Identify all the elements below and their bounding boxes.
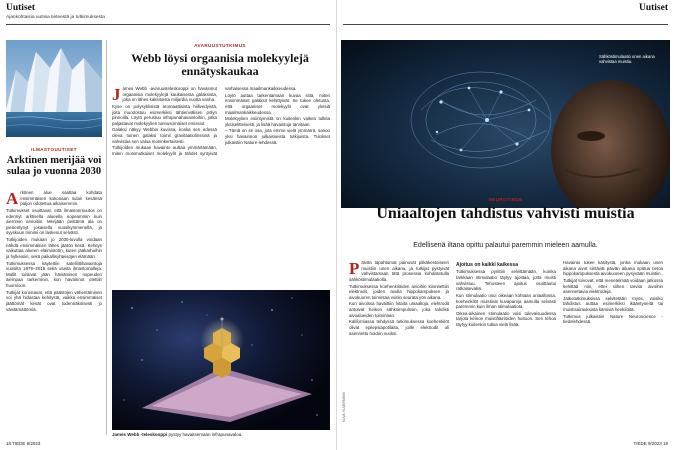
arctic-kicker: ILMASTOUUTISET: [31, 147, 77, 152]
webb-kicker: AVARUUSTUTKIMUS: [194, 43, 246, 48]
right-page: [337, 0, 674, 450]
neuro-paragraph: Tutkimuksessa pyrittiin selvittämään, kuinka tarkkaan stimulaatio täytyy ajoittaa, jotta muisti vahvistuu. Tehosteen ajoitus osoittautui ratkaisevaksi.: [456, 269, 556, 292]
column-divider: [106, 40, 107, 435]
caption-bold: James Webb -teleskooppi: [112, 432, 168, 437]
webb-paragraph: Galaksi näkyy Webbin kuvissa, koska sen edessä oleva toinen galaksi toimii gravitaatiolinssinä ja vahvistaa sen valoa moninkertaisesti.: [112, 127, 217, 144]
arctic-headline: Arktinen merijää voi sulaa jo vuonna 2030: [6, 155, 102, 178]
neuro-kicker: NEUROTIEDE: [488, 197, 523, 202]
webb-headline: Webb löysi orgaanisia molekyylejä ennätyskaukaa: [131, 51, 309, 78]
neuro-paragraph: Kun stimulaatio osui oikeaan kohtaan uniaallossa, koehenkilöt muistivat kuvapareja aamulla selvästi paremmin kuin ilman stimulaatiota.: [456, 292, 556, 310]
neuro-lead: Edellisenä iltana opittu palautui paremmin mieleen aamulla.: [413, 242, 598, 249]
header-rule: [6, 24, 330, 25]
neuro-paragraph: äivän tapahtumat painuvat pitkäkestoiseen muistiin unen aikana, ja tutkijat pystyivät vahvistamaan tätä prosessia kohdistetulla sähköstimulaatiolla.: [349, 260, 449, 282]
arctic-paragraph: Tutkijat korostavat, että päästöjen vähentäminen voi yhä hidastaa kehitystä, vaikka ensimmäiset jäättömät kesät ovat todennäköisesti jo väistämättömiä.: [6, 289, 102, 312]
photo-caption: Sähköstimulaatio unen aikana vahvistaa muistia.: [599, 54, 655, 65]
arctic-paragraph: rktinen alue saattaa kohdata ensimmäisen kokonaan sulan kesänsä paljon odotettua aikaisemmin.: [20, 190, 102, 207]
page-folio: TIEDE 9/2023 19: [633, 441, 668, 446]
arctic-paragraph: Tutkijoiden mukaan jo 2030-luvulla voidaan nähdä ensimmäinen lähes jäätön kesä. Kehitys vaikuttaa alueen eläimistöön, kuten jääkarhuihin ja hylkeisiin, sekä paikallisyhteisöjen elämään.: [6, 237, 102, 259]
webb-paragraph: Tutkijoiden mukaan havainto auttaa ymmärtämään, miten monimutkaiset molekyylit ja tähdet syntyivät varhaisessa maailmankaikkeudessa.: [112, 86, 297, 156]
caption-text: pystyy havaitsemaan infrapunavaloa.: [167, 432, 243, 437]
neuro-paragraph: Oikea-aikainen stimulaatio voisi tulevaisuudessa tarjota keinon muistihäiriöiden hoitoon. Sen tehoa täytyy kuitenkin tutkia vielä lisää.: [456, 310, 556, 328]
neuro-col1: [349, 260, 449, 436]
photo-credit: KUVA: KUVAPANKKI: [342, 391, 346, 422]
webb-paragraph: ames Webb -avaruusteleskooppi on havainnut orgaanisia molekyylejä kaukaisesta galaksista, joka on lähes kaksitoista miljardia vuotta vanha.: [122, 86, 217, 103]
webb-paragraph: – Tämä on se osa, jota emme vielä ymmärrä, sanoo yksi havainnon julkaisseista tutkijoista. Tulokset julkaistiin Nature-lehdessä.: [225, 128, 330, 145]
neuro-subhead: Ajoitus on kaikki kaikessa: [456, 262, 518, 268]
neuro-paragraph: Tutkimus julkaistiin Nature Neuroscience -tiedelehdessä.: [563, 313, 663, 325]
webb-image-caption: [112, 432, 330, 437]
neuro-col3: [563, 260, 663, 436]
section-subtitle: Ajankohtaisia uutisia tieteestä ja tutkimuksesta: [6, 15, 105, 20]
arctic-iceberg-image: [6, 40, 102, 137]
arctic-paragraph: Tutkimuksessa käytettiin satelliittihavaintoja vuosilta 1979–2019 sekä useita ilmastomalleja. Mallit toistivat jään häviämisen nopeuden aiempaa tarkemmin, kun havainnot otettiin huomioon.: [6, 260, 102, 288]
arctic-dropcap: A: [6, 190, 19, 208]
neuro-col2: [456, 260, 556, 436]
neuro-paragraph: Tutkimuksessa koehenkilöiden aivoihin kiinnitettiin elektrodit, joiden avulla hippokampuksen ja aivokuoren toimintaa voitiin seurata yön aikana.: [349, 283, 449, 300]
neuro-paragraph: Jatkotutkimuksissa selvitetään myös, voisiko tahdistus auttaa esimerkiksi ikääntyneitä tai muistisairauksista kärsiviä henkilöitä.: [563, 295, 663, 312]
neuro-dropcap: P: [349, 260, 360, 278]
neuro-paragraph: Kaliforniassa tehdyssä tutkimuksessa koehenkilöt olivat epilepsiapotilaita, joille elektrodit oli asennettu hoidon vuoksi.: [349, 319, 449, 336]
neuro-paragraph: Havainto tukee käsitystä, jonka mukaan unen aikana aivot siirtävät päivän aikana opittua tietoa hippokampuksesta aivokuoreen pysyvään muistiin.: [563, 260, 663, 277]
arctic-paragraph: Tutkimukset osoittavat, että ilmastonmuutos on edennyt arktisella alueella nopeammin kuin aiemmin arvioitiin. Merijään peittämä ala on pienentynyt jokaisella vuosikymmenellä, ja syyskuun minimi on laskenut selvästi.: [6, 207, 102, 236]
webb-body: [112, 86, 330, 282]
left-page: [0, 0, 336, 450]
webb-telescope-image: [112, 290, 330, 430]
header-rule: [343, 24, 668, 25]
neuro-paragraph: Tutkijat toivovat, että menetelmää voidaan jatkossa kehittää niin, ettei siihen tarvita aivoihin asennettavia elektrodeja.: [563, 277, 663, 295]
brain-stimulation-image: [341, 40, 670, 208]
webb-dropcap: J: [112, 86, 121, 104]
neuro-headline: Uniaaltojen tahdistus vahvisti muistia: [376, 205, 635, 222]
neuro-paragraph: Kun aivoissa havaittiin hitaita uniaaltoja, elektrodit antoivat heikon sähköimpulssin, joka tahdisti aivoalueiden toiminnan.: [349, 301, 449, 318]
page-folio: 18 TIEDE 9/2023: [6, 441, 41, 446]
webb-paragraph: Molekyylien esiintymistä on kuitenkin vaikea tulkita yksiselitteisesti, ja lisää havaintoja tarvitaan.: [225, 116, 330, 127]
section-title: Uutiset: [6, 3, 36, 13]
arctic-body: [6, 190, 102, 434]
webb-paragraph: Löytö auttaa tarkentamaan kuvaa siitä, miten ensimmäiset galaksit kehittyivät. Se tukee oletusta, että orgaaniset molekyylit ovat yleisiä maailmankaikkeudessa.: [225, 92, 330, 115]
webb-paragraph: Kyse on polysyklisistä aromaattisista hiilivedyistä, joita muodostuu esimerkiksi tähtienvälisen pölyn pinnoilla. Löytö perustuu infrapunahavaintoihin, jotka paljastavat molekyylien tunnusomaiset emissiot.: [112, 103, 217, 126]
section-title: Uutiset: [638, 3, 668, 13]
